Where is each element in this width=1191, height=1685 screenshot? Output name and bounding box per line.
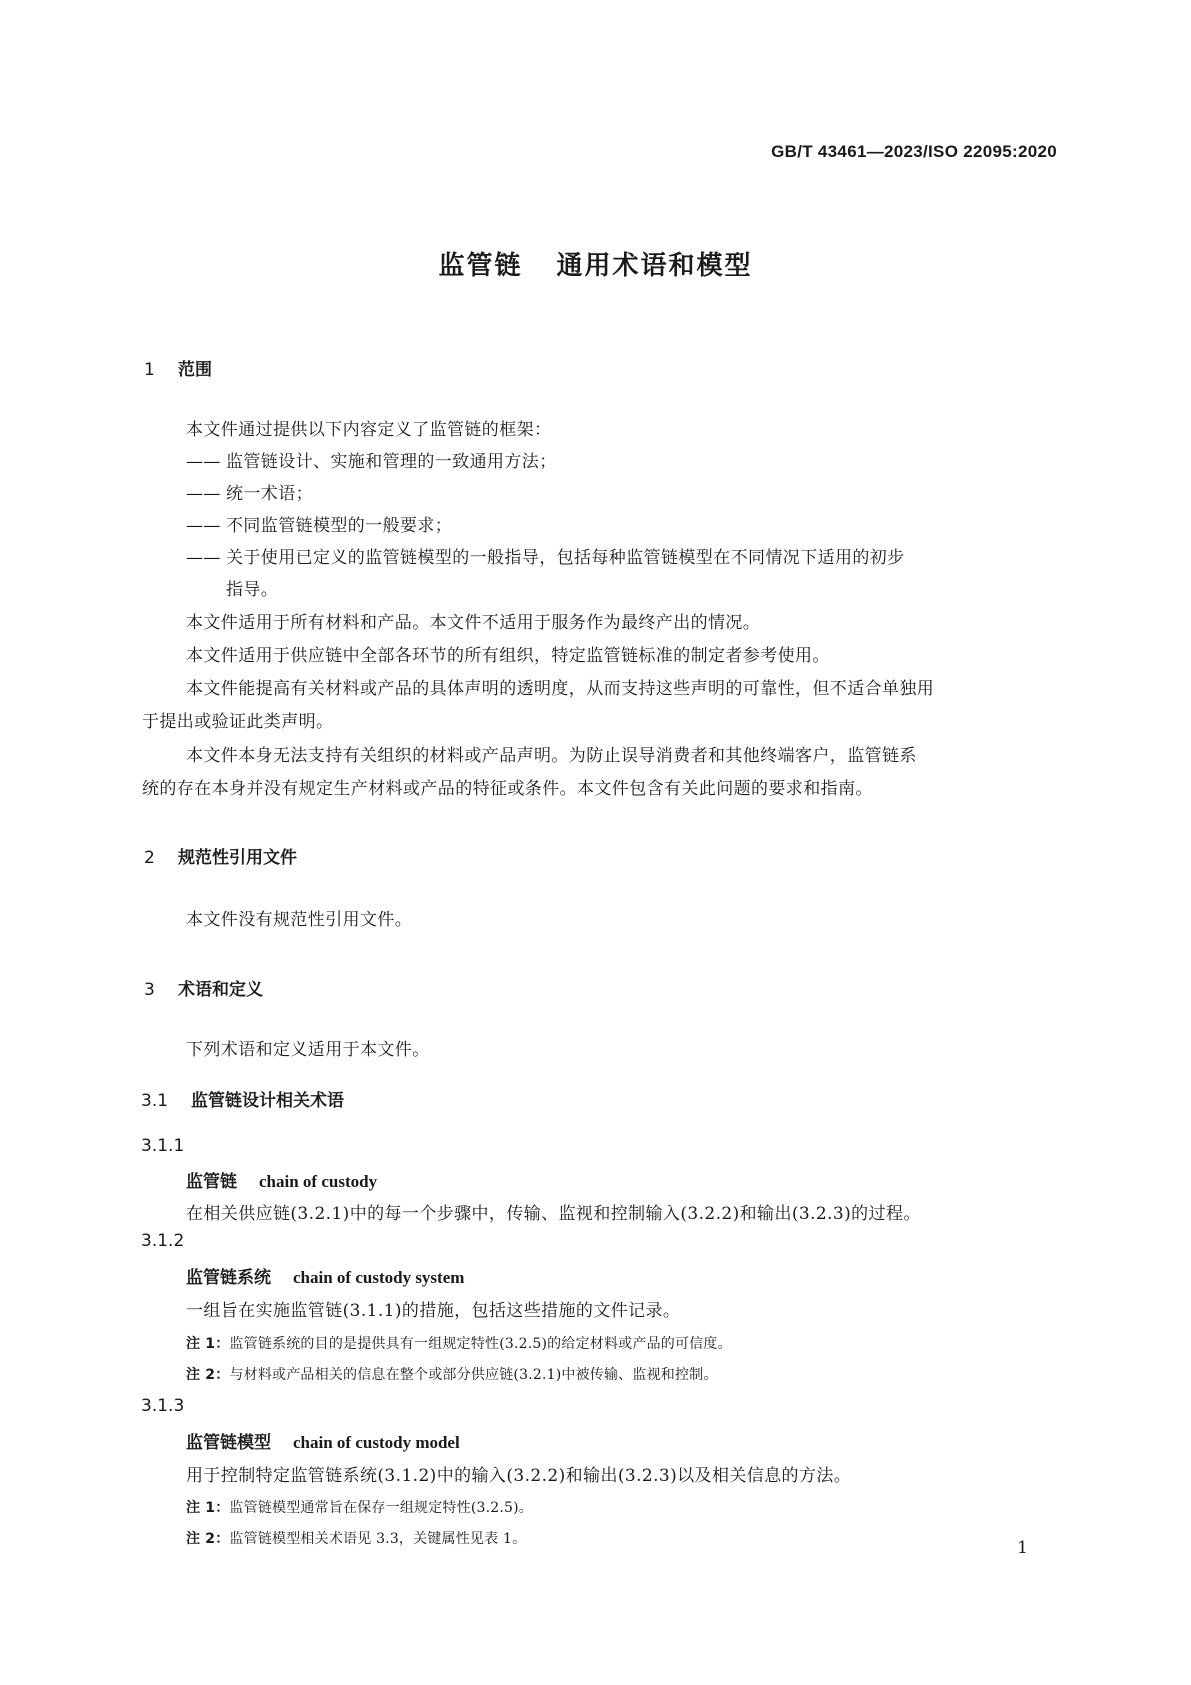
note-text: 监管链系统的目的是提供具有一组规定特性(3.2.5)的给定材料或产品的可信度。 xyxy=(229,1336,732,1352)
scope-item-4-continued: 指导。 xyxy=(226,580,279,600)
section-number: 3 xyxy=(144,980,155,1000)
section-number: 1 xyxy=(144,360,155,380)
term-note xyxy=(186,1528,526,1548)
note-label: 注 1： xyxy=(186,1500,230,1516)
term-chinese: 监管链模型 xyxy=(186,1433,271,1453)
section-title: 术语和定义 xyxy=(178,980,263,1000)
list-dash: —— xyxy=(186,548,221,568)
term-definition: 一组旨在实施监管链(3.1.1)的措施，包括这些措施的文件记录。 xyxy=(186,1301,681,1321)
term-english: chain of custody xyxy=(259,1172,378,1191)
term-english: chain of custody system xyxy=(293,1268,465,1287)
note-text: 与材料或产品相关的信息在整个或部分供应链(3.2.1)中被传输、监视和控制。 xyxy=(229,1367,718,1383)
term-number: 3.1.2 xyxy=(141,1231,185,1251)
list-item-text: 关于使用已定义的监管链模型的一般指导，包括每种监管链模型在不同情况下适用的初步 xyxy=(226,548,905,568)
scope-paragraph-4: 本文件本身无法支持有关组织的材料或产品声明。为防止误导消费者和其他终端客户，监管链系 xyxy=(186,746,917,766)
note-text: 监管链模型通常旨在保存一组规定特性(3.2.5)。 xyxy=(229,1500,533,1516)
scope-item-4 xyxy=(186,543,905,568)
scope-item-2 xyxy=(186,479,313,504)
scope-intro: 本文件通过提供以下内容定义了监管链的框架： xyxy=(186,420,552,440)
section-1-heading xyxy=(144,355,212,380)
list-dash: —— xyxy=(186,452,221,472)
section-2-heading xyxy=(144,843,297,868)
subsection-title: 监管链设计相关术语 xyxy=(191,1091,344,1111)
note-label: 注 2： xyxy=(186,1531,230,1547)
section-3-heading xyxy=(144,975,263,1000)
term-number: 3.1.3 xyxy=(141,1396,185,1416)
scope-paragraph-1: 本文件适用于所有材料和产品。本文件不适用于服务作为最终产出的情况。 xyxy=(186,613,761,633)
term-number: 3.1.1 xyxy=(141,1136,185,1156)
term-note xyxy=(186,1497,533,1517)
list-item-text: 监管链设计、实施和管理的一致通用方法； xyxy=(226,452,557,472)
term-chinese: 监管链系统 xyxy=(186,1268,271,1288)
normative-references-text: 本文件没有规范性引用文件。 xyxy=(186,910,413,930)
term-definition: 在相关供应链(3.2.1)中的每一个步骤中，传输、监视和控制输入(3.2.2)和输出(3.2.3)的过程。 xyxy=(186,1204,921,1224)
term-definition: 用于控制特定监管链系统(3.1.2)中的输入(3.2.2)和输出(3.2.3)以及相关信息的方法。 xyxy=(186,1466,852,1486)
list-item-text: 不同监管链模型的一般要求； xyxy=(226,516,453,536)
section-title: 规范性引用文件 xyxy=(178,848,297,868)
term-entry-chain-of-custody-model xyxy=(186,1428,460,1453)
scope-paragraph-4-continued: 统的存在本身并没有规定生产材料或产品的特征或条件。本文件包含有关此问题的要求和指南。 xyxy=(142,779,873,799)
term-entry-chain-of-custody-system xyxy=(186,1263,464,1288)
page-number: 1 xyxy=(1017,1538,1028,1558)
terms-intro: 下列术语和定义适用于本文件。 xyxy=(186,1040,430,1060)
scope-item-3 xyxy=(186,511,452,536)
list-item-text: 统一术语； xyxy=(226,484,313,504)
section-number: 2 xyxy=(144,848,155,868)
note-label: 注 1： xyxy=(186,1336,230,1352)
title-part-1: 监管链 xyxy=(438,251,523,281)
document-title xyxy=(0,245,1191,282)
section-title: 范围 xyxy=(178,360,212,380)
term-note xyxy=(186,1333,732,1353)
note-text: 监管链模型相关术语见 3.3，关键属性见表 1。 xyxy=(229,1531,527,1547)
scope-paragraph-3-continued: 于提出或验证此类声明。 xyxy=(142,712,334,732)
note-label: 注 2： xyxy=(186,1367,230,1383)
term-entry-chain-of-custody xyxy=(186,1167,377,1192)
title-part-2: 通用术语和模型 xyxy=(556,251,753,281)
term-note xyxy=(186,1364,718,1384)
list-dash: —— xyxy=(186,484,221,504)
term-chinese: 监管链 xyxy=(186,1172,237,1192)
subsection-3-1-heading xyxy=(141,1086,344,1111)
term-english: chain of custody model xyxy=(293,1433,460,1452)
subsection-number: 3.1 xyxy=(141,1091,169,1111)
standard-code: GB/T 43461—2023/ISO 22095:2020 xyxy=(771,142,1057,161)
scope-item-1 xyxy=(186,447,557,472)
list-dash: —— xyxy=(186,516,221,536)
scope-paragraph-2: 本文件适用于供应链中全部各环节的所有组织，特定监管链标准的制定者参考使用。 xyxy=(186,646,830,666)
scope-paragraph-3: 本文件能提高有关材料或产品的具体声明的透明度，从而支持这些声明的可靠性，但不适合单独用 xyxy=(186,679,935,699)
